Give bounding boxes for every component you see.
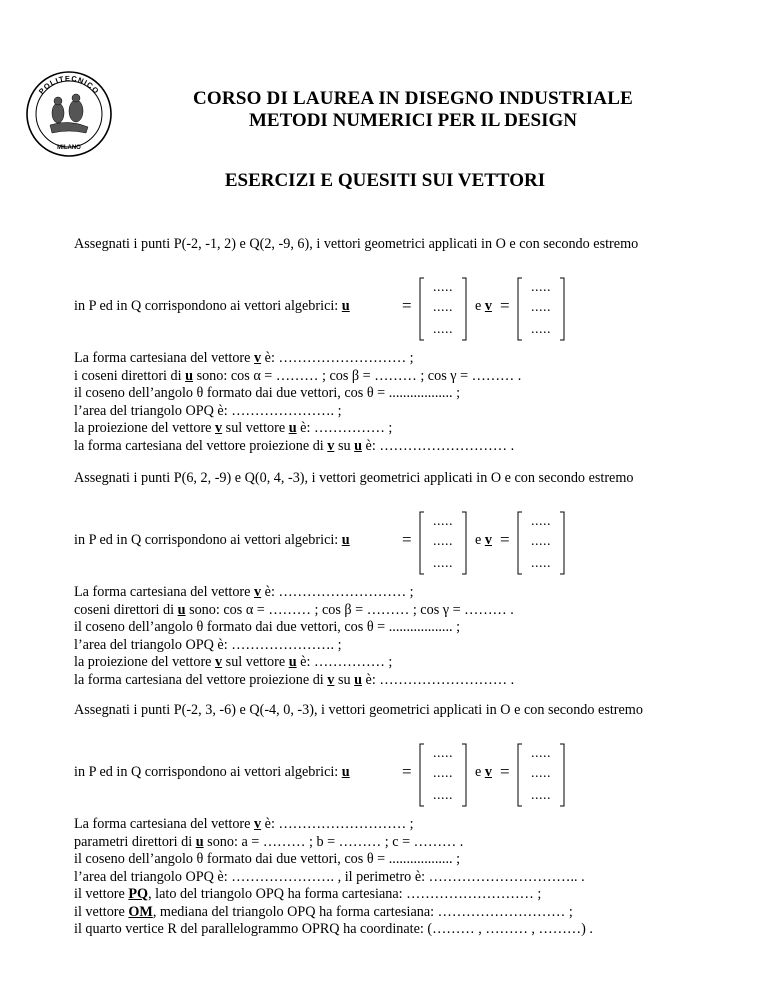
vector-name: u [354, 671, 362, 688]
vector-name: v [254, 584, 262, 600]
course-subtitle: METODI NUMERICI PER IL DESIGN [249, 110, 577, 131]
question-list [74, 350, 521, 455]
question-text: è: ……………………… ; [261, 584, 414, 600]
question-text: il coseno dell’angolo θ formato dai due vettori, cos θ = .................. ; [74, 619, 461, 635]
equals-sign: = [500, 530, 510, 549]
vector-v-label: v [484, 298, 492, 314]
question-text: su [334, 671, 355, 688]
question-line [74, 851, 593, 869]
question-line [74, 403, 521, 421]
equals-sign: = [402, 296, 412, 315]
vector-v-label: v [484, 532, 492, 548]
question-text: sono: cos α = ……… ; cos β = ……… ; cos γ = ……… . [193, 367, 522, 384]
vector-name: v [215, 654, 223, 670]
question-text: sul vettore [222, 420, 289, 436]
v-x-dots: ..... [531, 280, 551, 295]
question-text: è: ……………………… . [362, 437, 515, 454]
question-line [74, 654, 514, 672]
question-line [74, 672, 514, 690]
question-line [74, 869, 593, 887]
question-text: è: ……………………… . [362, 671, 515, 688]
v-y-dots: ..... [531, 534, 551, 549]
question-line [74, 420, 521, 438]
equals-sign: = [500, 296, 510, 315]
u-y-dots: ..... [433, 766, 453, 781]
u-y-dots: ..... [433, 300, 453, 315]
vector-name: OM [128, 903, 153, 920]
question-text: parametri direttori di [74, 833, 196, 850]
vector-name: u [185, 367, 194, 384]
question-text: la forma cartesiana del vettore proiezione di [74, 437, 328, 454]
u-x-dots: ..... [433, 514, 453, 529]
question-text: la proiezione del vettore [74, 654, 216, 670]
question-line [74, 438, 521, 456]
question-line [74, 584, 514, 602]
question-line [74, 602, 514, 620]
u-z-dots: ..... [433, 322, 453, 337]
u-x-dots: ..... [433, 280, 453, 295]
v-z-dots: ..... [531, 556, 551, 571]
vector-name: v [254, 816, 262, 832]
question-text: sono: a = ……… ; b = ……… ; c = ……… . [203, 833, 464, 850]
question-text: è: ……………………… ; [261, 816, 414, 832]
u-y-dots: ..... [433, 534, 453, 549]
question-line [74, 886, 593, 904]
question-line [74, 350, 521, 368]
question-text: i coseni direttori di [74, 367, 186, 384]
question-text: su [334, 437, 355, 454]
question-text: è: ……………………… ; [261, 350, 414, 366]
document-title: ESERCIZI E QUESITI SUI VETTORI [224, 170, 546, 191]
question-text: il vettore [74, 886, 129, 902]
vector-name: u [177, 601, 186, 618]
question-list [74, 816, 593, 939]
question-text: l’area del triangolo OPQ è: …………………. ; [74, 402, 342, 419]
question-text: la proiezione del vettore [74, 420, 216, 436]
question-line [74, 904, 593, 922]
question-line [74, 921, 593, 939]
exercise-intro: Assegnati i punti P(-2, 3, -6) e Q(-4, 0, -3), i vettori geometrici applicati in O e con secondo estremo [74, 702, 643, 718]
vector-definition [74, 510, 674, 580]
vector-label: in P ed in Q corrispondono ai vettori algebrici: u [74, 298, 350, 314]
exercise-intro: Assegnati i punti P(6, 2, -9) e Q(0, 4, -3), i vettori geometrici applicati in O e con secondo estremo [74, 470, 634, 486]
vector-v-label: v [484, 764, 492, 780]
vector-u-label: u [341, 764, 350, 780]
logo-text-top: POLITECNICO [36, 73, 102, 96]
question-text: il coseno dell’angolo θ formato dai due vettori, cos θ = .................. ; [74, 385, 461, 401]
question-text: il quarto vertice R del parallelogrammo OPRQ ha coordinate: (……… , ……… , ………) . [74, 921, 593, 937]
v-z-dots: ..... [531, 322, 551, 337]
question-text: la forma cartesiana del vettore proiezione di [74, 671, 328, 688]
u-z-dots: ..... [433, 556, 453, 571]
course-title: CORSO DI LAUREA IN DISEGNO INDUSTRIALE [193, 88, 633, 109]
vector-name: v [327, 437, 335, 454]
question-line [74, 834, 593, 852]
vector-name: u [288, 420, 297, 436]
vector-name: v [254, 350, 262, 366]
question-text: , mediana del triangolo OPQ ha forma cartesiana: ……………………… ; [152, 903, 573, 920]
question-text: La forma cartesiana del vettore [74, 816, 255, 832]
question-text: il coseno dell’angolo θ formato dai due vettori, cos θ = .................. ; [74, 851, 461, 867]
vector-definition [74, 742, 674, 812]
v-x-dots: ..... [531, 514, 551, 529]
vector-name: v [215, 420, 223, 436]
question-text: La forma cartesiana del vettore [74, 350, 255, 366]
question-text: l’area del triangolo OPQ è: …………………. , il perimetro è: ………………………….. . [74, 868, 585, 885]
equals-sign: = [402, 762, 412, 781]
vector-u-label: u [341, 532, 350, 548]
v-x-dots: ..... [531, 746, 551, 761]
question-text: sul vettore [222, 654, 289, 670]
equals-sign: = [402, 530, 412, 549]
and-v-label: e v [475, 764, 492, 780]
question-line [74, 816, 593, 834]
question-text: è: …………… ; [296, 420, 393, 436]
question-text: , lato del triangolo OPQ ha forma cartesiana: ……………………… ; [148, 886, 542, 902]
question-line [74, 619, 514, 637]
question-text: l’area del triangolo OPQ è: …………………. ; [74, 636, 342, 653]
u-x-dots: ..... [433, 746, 453, 761]
question-text: il vettore [74, 903, 129, 920]
question-text: è: …………… ; [296, 654, 393, 670]
vector-u-label: u [341, 298, 350, 314]
question-text: sono: cos α = ……… ; cos β = ……… ; cos γ = ……… . [185, 601, 514, 618]
vector-definition [74, 276, 674, 346]
question-list [74, 584, 514, 689]
v-z-dots: ..... [531, 788, 551, 803]
vector-name: u [195, 833, 204, 850]
question-line [74, 637, 514, 655]
question-line [74, 368, 521, 386]
vector-name: PQ [128, 886, 149, 902]
vector-label: in P ed in Q corrispondono ai vettori algebrici: u [74, 764, 350, 780]
question-line [74, 385, 521, 403]
and-v-label: e v [475, 532, 492, 548]
vector-label: in P ed in Q corrispondono ai vettori algebrici: u [74, 532, 350, 548]
exercise-intro: Assegnati i punti P(-2, -1, 2) e Q(2, -9, 6), i vettori geometrici applicati in O e con secondo estremo [74, 236, 639, 252]
v-y-dots: ..... [531, 766, 551, 781]
and-v-label: e v [475, 298, 492, 314]
v-y-dots: ..... [531, 300, 551, 315]
question-text: coseni direttori di [74, 601, 178, 618]
question-text: La forma cartesiana del vettore [74, 584, 255, 600]
vector-name: v [327, 671, 335, 688]
u-z-dots: ..... [433, 788, 453, 803]
equals-sign: = [500, 762, 510, 781]
vector-name: u [288, 654, 297, 670]
vector-name: u [354, 437, 362, 454]
logo-text-bottom: MILANO [57, 145, 81, 151]
